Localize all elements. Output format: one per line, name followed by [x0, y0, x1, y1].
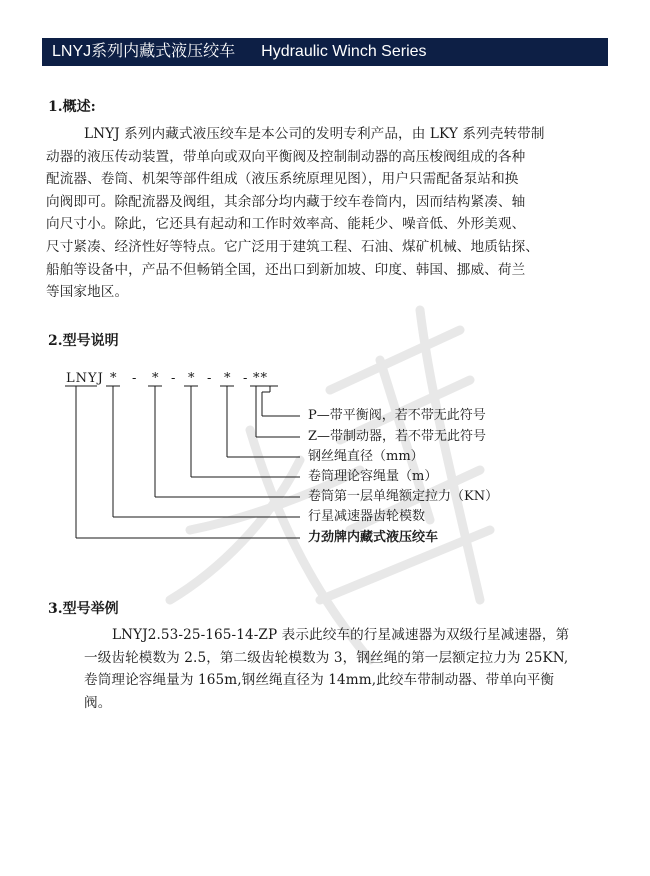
overview-line: 船舶等设备中，产品不但畅销全国，还出口到新加坡、印度、韩国、挪威、荷兰 [46, 261, 526, 278]
code-prefix: LNYJ [66, 371, 104, 386]
label-brand-winch: 力劲牌内藏式液压绞车 [308, 530, 439, 545]
code-slot-diameter: * [224, 371, 232, 386]
overview-line: 等国家地区。 [46, 284, 129, 301]
label-rope-diameter: 钢丝绳直径（mm） [308, 449, 424, 464]
label-rated-pull: 卷筒第一层单绳额定拉力（KN） [308, 489, 499, 504]
code-dash: - [132, 371, 138, 386]
label-brake: Z—带制动器，若不带无此符号 [308, 429, 487, 444]
section-model-heading: 2.型号说明 [48, 333, 119, 349]
overview-paragraph [46, 123, 616, 304]
label-drum-capacity: 卷筒理论容绳量（m） [308, 469, 438, 484]
title-chinese: LNYJ系列内藏式液压绞车 [52, 43, 236, 60]
overview-line: LNYJ 系列内藏式液压绞车是本公司的发明专利产品，由 LKY 系列壳转带制 [84, 126, 545, 142]
example-line: 阀。 [84, 694, 112, 711]
code-slot-options: ** [253, 371, 268, 386]
page-title-bar [42, 38, 608, 66]
example-line: LNYJ2.53-25-165-14-ZP 表示此绞车的行星减速器为双级行星减速器，第 [112, 627, 570, 643]
overview-line: 向阀即可。除配流器及阀组，其余部分均内藏于绞车卷筒内，因而结构紧凑、轴 [46, 193, 526, 210]
label-balance-valve: P—带平衡阀，若不带无此符号 [308, 408, 486, 423]
code-slot-module: * [110, 371, 118, 386]
overview-line: 向尺寸小。除此，它还具有起动和工作时效率高、能耗少、噪音低、外形美观、 [46, 216, 526, 233]
overview-line: 尺寸紧凑、经济性好等特点。它广泛用于建筑工程、石油、煤矿机械、地质钻探、 [46, 238, 539, 255]
code-slot-capacity: * [188, 371, 196, 386]
example-line: 卷筒理论容绳量为 165m,钢丝绳直径为 14mm,此绞车带制动器、带单向平衡 [84, 672, 555, 689]
code-dash: - [207, 371, 213, 386]
code-dash: - [243, 371, 249, 386]
example-paragraph [84, 624, 624, 714]
code-dash: - [171, 371, 177, 386]
section-example-heading: 3.型号举例 [48, 601, 119, 617]
code-slot-force: * [152, 371, 160, 386]
example-line: 一级齿轮模数为 2.5，第二级齿轮模数为 3，钢丝绳的第一层额定拉力为 25KN, [84, 649, 569, 666]
title-english: Hydraulic Winch Series [261, 43, 427, 60]
overview-line: 动器的液压传动装置，带单向或双向平衡阀及控制制动器的高压梭阀组成的各种 [46, 148, 526, 165]
overview-line: 配流器、卷筒、机架等部件组成（液压系统原理见图），用户只需配备泵站和换 [46, 171, 519, 188]
section-overview-heading: 1.概述: [48, 99, 96, 115]
label-gear-module: 行星减速器齿轮模数 [308, 509, 426, 524]
